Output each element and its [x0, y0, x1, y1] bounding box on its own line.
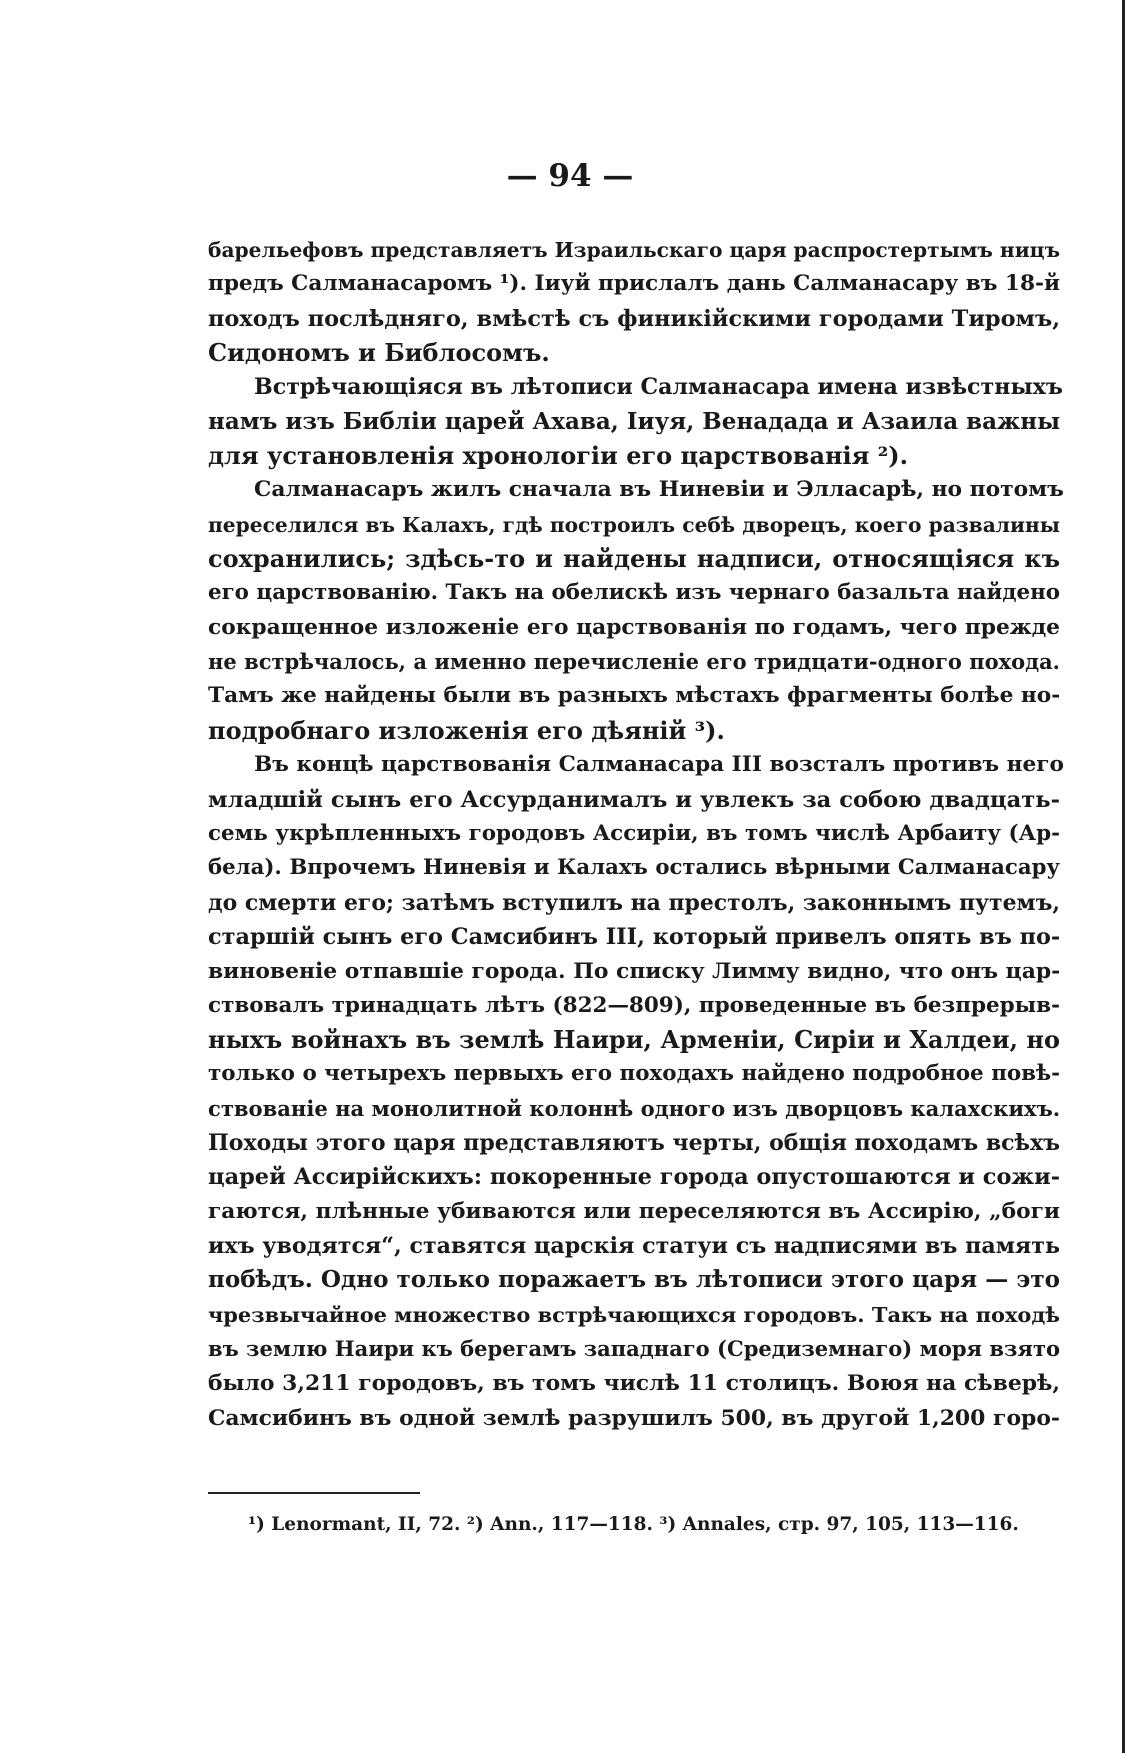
text-line: ихъ уводятся“, ставятся царскія статуи съ надписями въ память [208, 1232, 1060, 1259]
text-line: старшій сынъ его Самсибинъ III, который привелъ опять въ по- [208, 923, 1061, 950]
text-line: не встрѣчалось, а именно перечисленіе его тридцати-одного похода. [208, 649, 1060, 675]
text-line: виновеніе отпавшіе города. По списку Лимму видно, что онъ цар- [208, 958, 1061, 985]
text-line: ныхъ войнахъ въ землѣ Наири, Арменіи, Сиріи и Халдеи, но [208, 1024, 1060, 1054]
text-line: ствовалъ тринадцать лѣтъ (822—809), проведенные въ безпрерыв- [208, 992, 1060, 1018]
text-line: до смерти его; затѣмъ вступилъ на престолъ, законнымъ путемъ, [208, 889, 1060, 916]
text-line: побѣдъ. Одно только поражаетъ въ лѣтописи этого царя — это [208, 1266, 1060, 1294]
text-line: Самсибинъ въ одной землѣ разрушилъ 500, въ другой 1,200 горо- [208, 1404, 1060, 1431]
text-line: походъ послѣдняго, вмѣстѣ съ финикійскими городами Тиромъ, [208, 305, 1060, 332]
text-line: царей Ассирійскихъ: покоренные города опустошаются и сожи- [208, 1164, 1061, 1191]
text-line: Салманасаръ жилъ сначала въ Ниневіи и Элласарѣ, но потомъ [254, 477, 1064, 503]
text-line: Тамъ же найдены были въ разныхъ мѣстахъ фрагменты болѣе но- [208, 683, 1061, 709]
text-line: сокращенное изложеніе его царствованія по годамъ, чего прежде [208, 614, 1060, 640]
page-number: — 94 — [506, 158, 634, 194]
body-text [208, 233, 1064, 1435]
text-line: переселился въ Калахъ, гдѣ построилъ себѣ дворецъ, коего развалины [208, 512, 1060, 537]
text-line: Въ концѣ царствованія Салманасара III возсталъ противъ него [254, 752, 1064, 778]
text-line: чрезвычайное множество встрѣчающихся городовъ. Такъ на походѣ [208, 1301, 1060, 1327]
scan-edge-line [1122, 0, 1125, 1753]
text-line: предъ Салманасаромъ ¹). Іиуй прислалъ дань Салманасару въ 18-й [208, 271, 1060, 297]
text-line: намъ изъ Библіи царей Ахава, Іиуя, Венадада и Азаила важны [208, 407, 1061, 435]
text-line: Сидономъ и Библосомъ. [208, 338, 550, 368]
text-line: Встрѣчающіяся въ лѣтописи Салманасара имена извѣстныхъ [254, 374, 1063, 401]
text-line: барельефовъ представляетъ Израильскаго царя распростертымъ ницъ [208, 238, 1061, 262]
text-line: подробнаго изложенія его дѣяній ³). [208, 715, 725, 745]
footnote-rule [208, 1492, 420, 1494]
text-line: въ землю Наири къ берегамъ западнаго (Средиземнаго) моря взято [208, 1336, 1060, 1361]
text-line: его царствованію. Такъ на обелискѣ изъ чернаго базальта найдено [208, 580, 1060, 606]
footnotes: ¹) Lenormant, II, 72. ²) Ann., 117—118. ³) Annales, стр. 97, 105, 113—116. [248, 1514, 1019, 1535]
text-line: Походы этого царя представляютъ черты, общія походамъ всѣхъ [208, 1129, 1060, 1156]
text-line: гаются, плѣнные убиваются или переселяются въ Ассирію, „боги [208, 1198, 1060, 1224]
text-line: для установленія хронологіи его царствованія ²). [208, 441, 908, 471]
text-line: сохранились; здѣсь-то и найдены надписи, относящіяся къ [208, 544, 1060, 574]
text-line: младшій сынъ его Ассурданималъ и увлекъ за собою двадцать- [208, 786, 1060, 813]
text-line: было 3,211 городовъ, въ томъ числѣ 11 столицъ. Воюя на сѣверѣ, [208, 1370, 1060, 1397]
text-line: только о четырехъ первыхъ его походахъ найдено подробное повѣ- [208, 1061, 1060, 1087]
text-line: ствованіе на монолитной колоннѣ одного изъ дворцовъ калахскихъ. [208, 1095, 1061, 1121]
text-line: бела). Впрочемъ Ниневія и Калахъ остались вѣрными Салманасару [208, 855, 1060, 881]
text-line: семь укрѣпленныхъ городовъ Ассиріи, въ томъ числѣ Арбаиту (Ар- [208, 820, 1060, 846]
